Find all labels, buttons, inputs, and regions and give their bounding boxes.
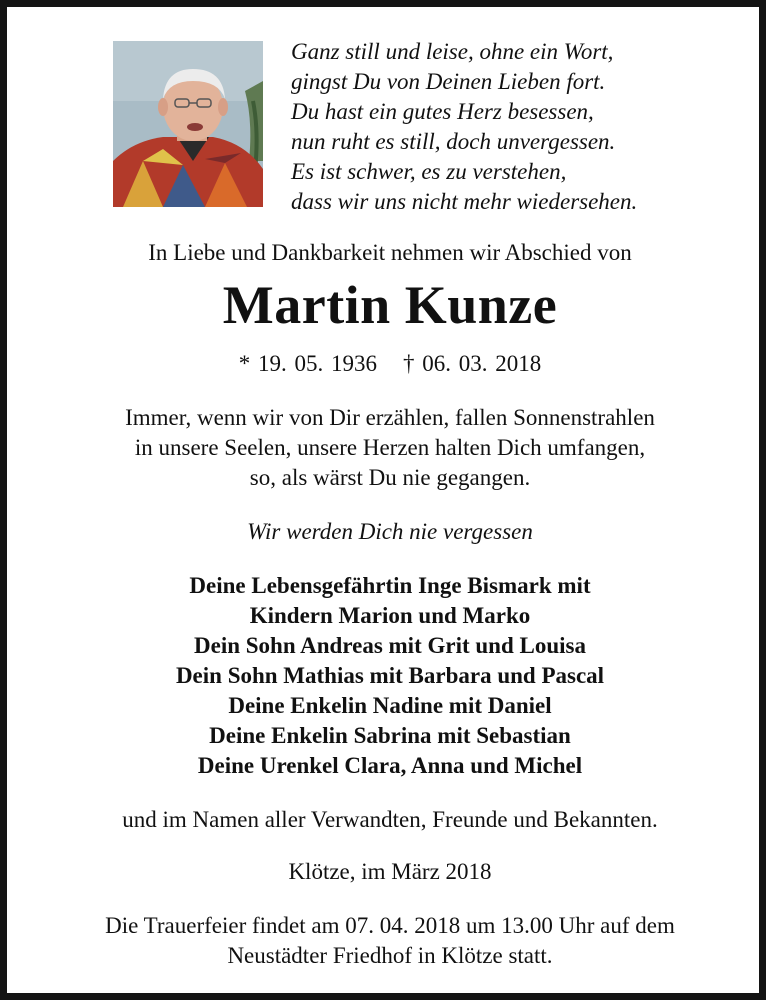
verse-line: Immer, wenn wir von Dir erzählen, fallen Sonnenstrahlen [125,405,655,430]
poem-line: nun ruht es still, doch unvergessen. [291,129,616,154]
verse-line: so, als wärst Du nie gegangen. [249,465,531,490]
poem-line: Du hast ein gutes Herz besessen, [291,99,594,124]
service-line: Neustädter Friedhof in Klötze statt. [227,943,553,968]
family-list [7,571,766,781]
portrait-photo [113,41,263,207]
poem-line: Es ist schwer, es zu verstehen, [291,159,567,184]
funeral-service-info [7,911,766,971]
family-line: Dein Sohn Mathias mit Barbara und Pascal [175,663,605,688]
portrait-image [113,41,263,207]
family-line: Deine Lebensgefährtin Inge Bismark mit [189,573,591,598]
death-date: † 06. 03. 2018 [403,351,542,376]
poem-line: dass wir uns nicht mehr wiedersehen. [291,189,638,214]
verse-line: in unsere Seelen, unsere Herzen halten Dich umfangen, [134,435,646,460]
motto: Wir werden Dich nie vergessen [247,519,533,544]
place-date: Klötze, im März 2018 [288,859,492,884]
deceased-name: Martin Kunze [222,275,558,335]
poem [291,37,711,217]
service-line: Die Trauerfeier findet am 07. 04. 2018 um 13.00 Uhr auf dem [105,913,675,938]
birth-date: * 19. 05. 1936 [238,351,377,376]
life-dates [7,349,766,379]
family-line: Deine Urenkel Clara, Anna und Michel [197,753,583,778]
closing-text: und im Namen aller Verwandten, Freunde und Bekannten. [122,807,658,832]
family-line: Kindern Marion und Marko [249,603,531,628]
family-line: Deine Enkelin Nadine mit Daniel [228,693,552,718]
verse [7,403,766,493]
poem-line: gingst Du von Deinen Lieben fort. [291,69,606,94]
poem-line: Ganz still und leise, ohne ein Wort, [291,39,614,64]
family-line: Dein Sohn Andreas mit Grit und Louisa [194,633,586,658]
family-line: Deine Enkelin Sabrina mit Sebastian [209,723,571,748]
intro-text: In Liebe und Dankbarkeit nehmen wir Abschied von [148,240,632,265]
